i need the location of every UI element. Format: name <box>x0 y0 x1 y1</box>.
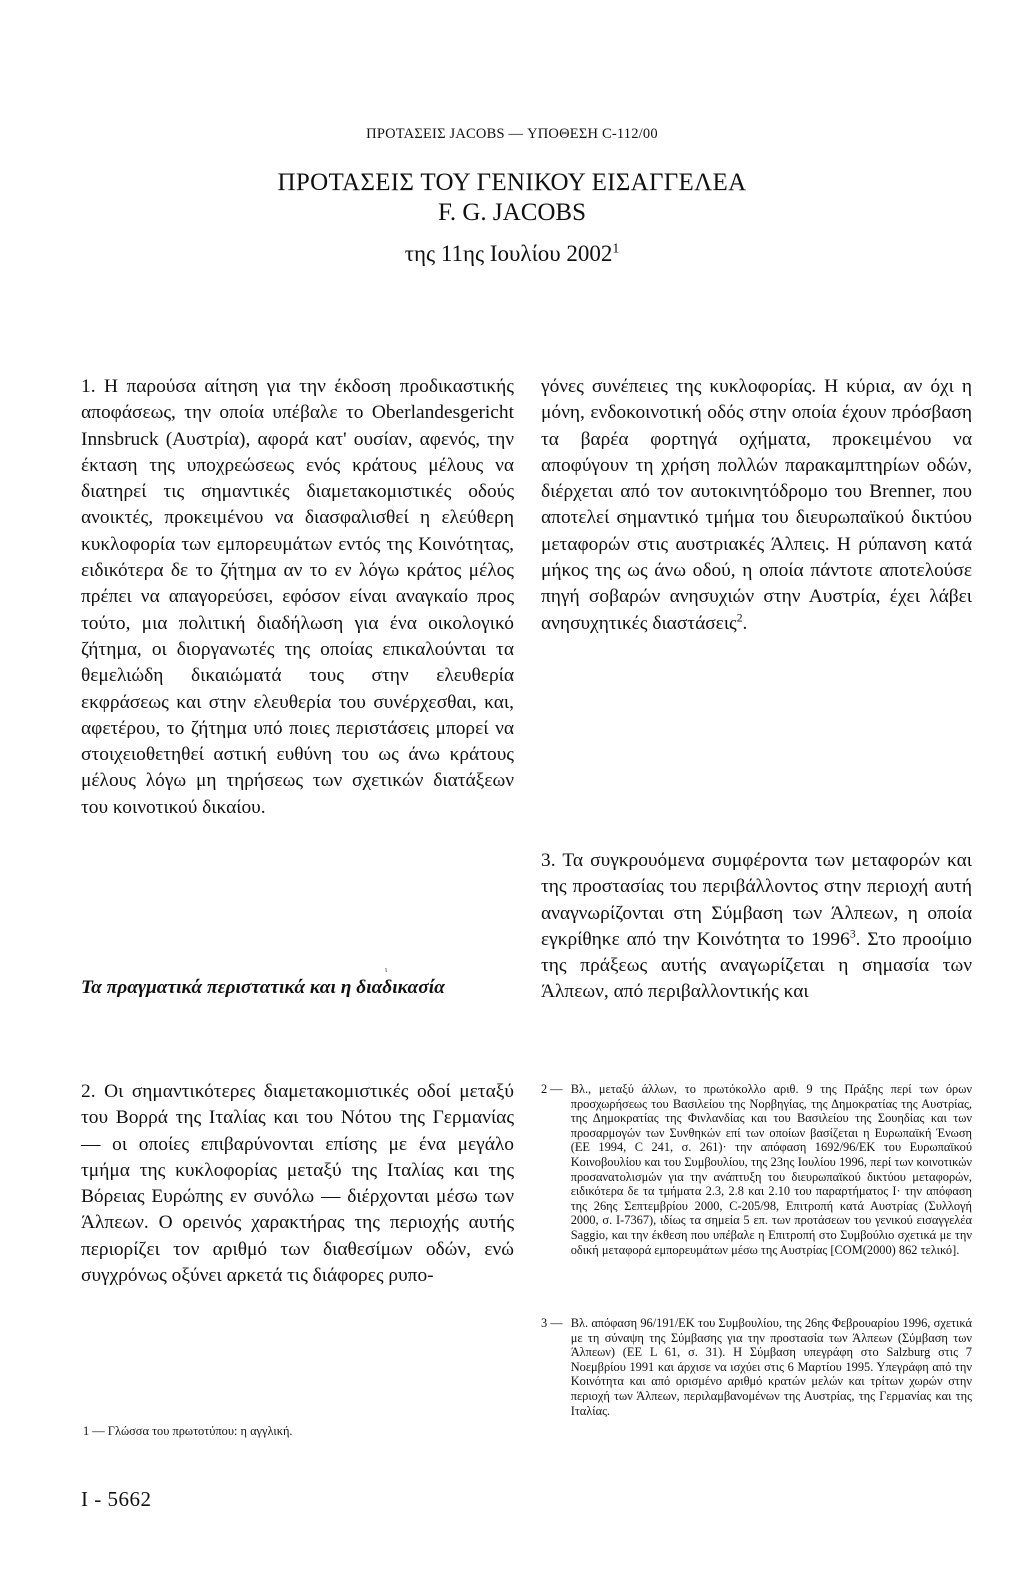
footnote-3 <box>541 1316 972 1418</box>
footnote-2-text: Βλ., μεταξύ άλλων, το πρωτόκολλο αριθ. 9 της Πράξης περί των όρων προσχωρήσεως του Βασιλείου της Νορβηγίας, της Δημοκρατίας της Αυστρίας, της Δημοκρατίας της Φινλανδίας και του Βασιλείου της Σουηδίας και των προσαρμογών των Συνθηκών επί των οποίων βασίζεται η Ευρωπαϊκή Ένωση (ΕΕ 1994, C 241, σ. 261)· την απόφαση 1692/96/ΕΚ του Ευρωπαϊκού Κοινοβουλίου και του Συμβουλίου, της 23ης Ιουλίου 1996, περί των κοινοτικών προσανατολισμών για την ανάπτυξη του διευρωπαϊκού δικτύου μεταφορών, ειδικότερα δε τα τμήματα 2.3, 2.8 και 2.10 του παραρτήματος Ι· την απόφαση της 26ης Σεπτεμβρίου 2000, C-205/98, Επιτροπή κατά Αυστρίας (Συλλογή 2000, σ. Ι-7367), ιδίως τα σημεία 5 επ. των προτάσεων του γενικού εισαγγελέα Saggio, και την έκθεση που υπέβαλε η Επιτροπή στο Συμβούλιο σχετικά με την οδική μεταφορά εμπορευμάτων μέσω της Αυστρίας [COM(2000) 862 τελικό]. <box>570 1082 972 1257</box>
stray-mark: ι <box>385 965 388 974</box>
paragraph-3 <box>541 848 972 1006</box>
running-head: ΠΡΟΤΑΣΕΙΣ JACOBS — ΥΠΟΘΕΣΗ C-112/00 <box>366 126 658 142</box>
paragraph-2: 2. Οι σημαντικότερες διαμετακομιστικές οδοί μεταξύ του Βορρά της Ιταλίας και του Νότου της Γερμανίας — οι οποίες επιβαρύνονται επίσης με ένα μεγάλο τμήμα της κυκλοφορίας μεταξύ της Ιταλίας και της Βόρειας Ευρώπης εν συνόλω — διέρχονται μέσω των Άλπεων. Ο ορεινός χαρακτήρας της περιοχής αυτής περιορίζει τον αριθμό των διαθεσίμων οδών, ενώ συγχρόνως οξύνει αρκετά τις διάφορες ρυπο- <box>81 1081 514 1287</box>
title-line-2: F. G. JACOBS <box>437 199 587 226</box>
footnote-ref-1[interactable]: 1 <box>612 240 620 256</box>
footnote-ref-2[interactable]: 2 <box>736 611 743 625</box>
paragraph-2-continued-text: γόνες συνέπειες της κυκλοφορίας. Η κύρια, αν όχι η μόνη, ενδοκοινοτική οδός στην οποία έχουν πρόσβαση τα βαρέα φορτηγά οχήματα, προκειμένου να αποφύγουν τη χρήση πολλών παρακαμπτηρίων οδών, διέρχεται από τον αυτοκινητόδρομο του Brenner, που αποτελεί σημαντικό τμήμα του διευρωπαϊκού δικτύου μεταφορών στις αυστριακές Άλπεις. Η ρύπανση κατά μήκος της ως άνω οδού, η οποία πάντοτε αποτελούσε πηγή σοβαρών ανησυχιών στην Αυστρία, έχει λάβει ανησυχητικές διαστάσεις <box>541 376 972 634</box>
paragraph-2-continued: γόνες συνέπειες της κυκλοφορίας. Η κύρια, αν όχι η μόνη, ενδοκοινοτική οδός στην οποία έχουν πρόσβαση τα βαρέα φορτηγά οχήματα, προκειμένου να αποφύγουν τη χρήση πολλών παρακαμπτηρίων οδών, διέρχεται από τον αυτοκινητόδρομο του Brenner, που αποτελεί σημαντικό τμήμα του διευρωπαϊκού δικτύου μεταφορών στις αυστριακές Άλπεις. Η ρύπανση κατά μήκος της ως άνω οδού, η οποία πάντοτε αποτελούσε πηγή σοβαρών ανησυχιών στην Αυστρία, έχει λάβει ανησυχητικές διαστάσεις$^2$. <box>541 376 972 634</box>
title-line-1: ΠΡΟΤΑΣΕΙΣ ΤΟΥ ΓΕΝΙΚΟΥ ΕΙΣΑΓΓΕΛΕΑ <box>277 169 747 196</box>
footnote-2-label: 2 — <box>541 1082 563 1096</box>
footnote-1 <box>83 1424 293 1439</box>
title-date <box>0 239 1024 268</box>
page-number: I - 5662 <box>81 1487 152 1511</box>
footnote-3-label: 3 — <box>541 1316 563 1330</box>
footnote-ref-3[interactable]: 3 <box>849 927 856 941</box>
title-date-text: της 11ης Ιουλίου 2002 <box>404 241 613 266</box>
footnote-1-label: 1 — <box>83 1424 105 1438</box>
paragraph-3-text-b: . Στο προοίμιο της πράξεως αυτής αναγωρίζεται η σημασία των Άλπεων, από περιβαλλοντικής και <box>541 928 972 1003</box>
footnote-1-text: Γλώσσα του πρωτοτύπου: η αγγλική. <box>107 1424 293 1438</box>
footnote-3-text: Βλ. απόφαση 96/191/ΕΚ του Συμβουλίου, της 26ης Φεβρουαρίου 1996, σχετικά με τη σύναψη της Σύμβασης για την προστασία των Άλπεων (Σύμβαση των Άλπεων) (ΕΕ L 61, σ. 31). Η Σύμβαση υπεγράφη στο Salzburg στις 7 Νοεμβρίου 1991 και άρχισε να ισχύει στις 6 Μαρτίου 1995. Υπεγράφη από την Κοινότητα και από ορισμένο αριθμό κρατών μελών και τρίτων χωρών στην περιοχή των Άλπεων, περιλαμβανομένων της Αυστρίας, της Γερμανίας και της Ιταλίας. <box>570 1316 972 1418</box>
paragraph-3-text-a: 3. Τα συγκρουόμενα συμφέροντα των μεταφορών και της προστασίας του περιβάλλοντος στην περιοχή αυτή αναγνωρίζονται στη Σύμβαση των Άλπεων, η οποία εγκρίθηκε από την Κοινότητα το 1996 <box>541 850 972 950</box>
paragraph-1: 1. Η παρούσα αίτηση για την έκδοση προδικαστικής αποφάσεως, την οποία υπέβαλε το Oberlandesgericht Innsbruck (Αυστρία), αφορά κατ' ουσίαν, αφενός, την έκταση της υποχρεώσεως ενός κράτους μέλους να διατηρεί τις σημαντικές διαμετακομιστικές οδούς ανοικτές, προκειμένου να διασφαλισθεί η ελεύθερη κυκλοφορία των εμπορευμάτων εντός της Κοινότητας, ειδικότερα δε το ζήτημα αν το εν λόγω κράτος μέλος πρέπει να απαγορεύσει, εφόσον είναι αναγκαίο προς τούτο, μια πολιτική διαδήλωση για ένα οικολογικό ζήτημα, οι διοργανωτές της οποίας επικαλούνται τα θεμελιώδη δικαιώματά τους στην ελευθερία εκφράσεως και στην ελευθερία του συνέρχεσθαι, και, αφετέρου, το ζήτημα υπό ποιες περιστάσεις μπορεί να στοιχειοθετηθεί αστική ευθύνη του ως άνω κράτους μέλους λόγω μη τηρήσεως των σχετικών διατάξεων του κοινοτικού δικαίου. <box>81 376 514 818</box>
footnote-2 <box>541 1082 972 1257</box>
section-heading: Τα πραγματικά περιστατικά και η διαδικασία <box>81 977 445 998</box>
